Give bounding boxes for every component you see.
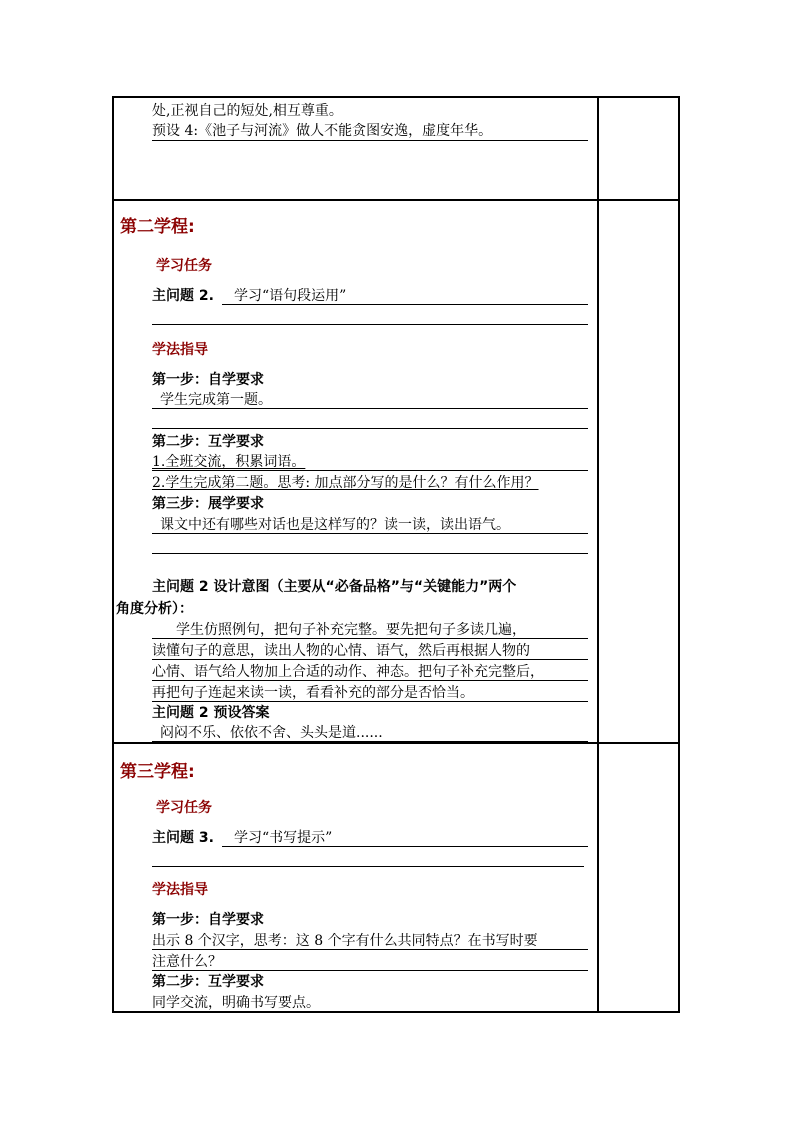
- lesson-plan-table: [112, 96, 680, 1013]
- underline: [152, 680, 588, 681]
- section2-step1-label: 第一步：自学要求: [152, 372, 264, 388]
- underline: [152, 866, 584, 867]
- underline: [152, 553, 588, 554]
- section2-step3-text: 课文中还有哪些对话也是这样写的？读一读，读出语气。: [160, 517, 510, 533]
- section2-method-heading: 学法指导: [152, 342, 208, 358]
- section2-question-label: 主问题 2.: [152, 288, 214, 304]
- section3-heading: 第三学程:: [120, 762, 195, 782]
- section2-design-label-1: 主问题 2 设计意图（主要从“必备品格”与“关键能力”两个: [152, 579, 517, 595]
- underline: [222, 304, 588, 305]
- underline: [222, 846, 588, 847]
- underline: [152, 533, 588, 534]
- underline: [152, 1011, 588, 1012]
- underline: [152, 701, 588, 702]
- underline: [152, 638, 588, 639]
- underline: [152, 741, 588, 742]
- section2-step2-item1: 1.全班交流，积累词语。: [152, 454, 306, 470]
- section2-answer-text: 闷闷不乐、依依不舍、头头是道......: [160, 725, 383, 741]
- section2-step3-label: 第三步：展学要求: [152, 496, 264, 512]
- section2-task-heading: 学习任务: [156, 258, 212, 274]
- section3-step2-text: 同学交流，明确书写要点。: [152, 995, 320, 1011]
- underline: [152, 324, 588, 325]
- underline: [152, 428, 588, 429]
- section3-step1-line-1: 出示 8 个汉字，思考：这 8 个字有什么共同特点？在书写时要: [152, 933, 538, 949]
- underline: [152, 659, 588, 660]
- section3-method-heading: 学法指导: [152, 882, 208, 898]
- column-divider: [597, 98, 599, 1011]
- section2-heading: 第二学程:: [120, 217, 195, 237]
- top-line-1: 处,正视自己的短处,相互尊重。: [152, 103, 343, 119]
- section2-step1-text: 学生完成第一题。: [160, 392, 272, 408]
- underline: [152, 949, 588, 950]
- underline: [152, 140, 588, 141]
- section2-design-line-1: 学生仿照例句，把句子补充完整。要先把句子多读几遍，: [176, 622, 526, 638]
- section3-step1-line-2: 注意什么？: [152, 954, 222, 970]
- underline: [152, 470, 588, 471]
- section2-answer-label: 主问题 2 预设答案: [152, 705, 270, 721]
- section2-design-label-2: 角度分析）：: [116, 601, 193, 617]
- section3-question-text: 学习“书写提示”: [234, 830, 333, 846]
- section3-step2-label: 第二步：互学要求: [152, 974, 264, 990]
- section3-step1-label: 第一步：自学要求: [152, 912, 264, 928]
- section2-design-line-2: 读懂句子的意思，读出人物的心情、语气，然后再根据人物的: [152, 643, 530, 659]
- section3-task-heading: 学习任务: [156, 800, 212, 816]
- section2-design-line-3: 心情、语气给人物加上合适的动作、神态。把句子补充完整后，: [152, 664, 544, 680]
- underline: [152, 408, 588, 409]
- top-line-2: 预设 4:《池子与河流》做人不能贪图安逸，虚度年华。: [152, 123, 493, 139]
- section2-design-line-4: 再把句子连起来读一读，看看补充的部分是否恰当。: [152, 685, 474, 701]
- section2-step2-label: 第二步：互学要求: [152, 434, 264, 450]
- row-divider-1: [114, 199, 678, 201]
- section2-step2-item2: 2.学生完成第二题。思考: 加点部分写的是什么？有什么作用？: [152, 475, 539, 491]
- section3-question-label: 主问题 3.: [152, 830, 214, 846]
- underline: [152, 970, 588, 971]
- section2-question-text: 学习“语句段运用”: [234, 288, 347, 304]
- row-divider-2: [114, 742, 678, 744]
